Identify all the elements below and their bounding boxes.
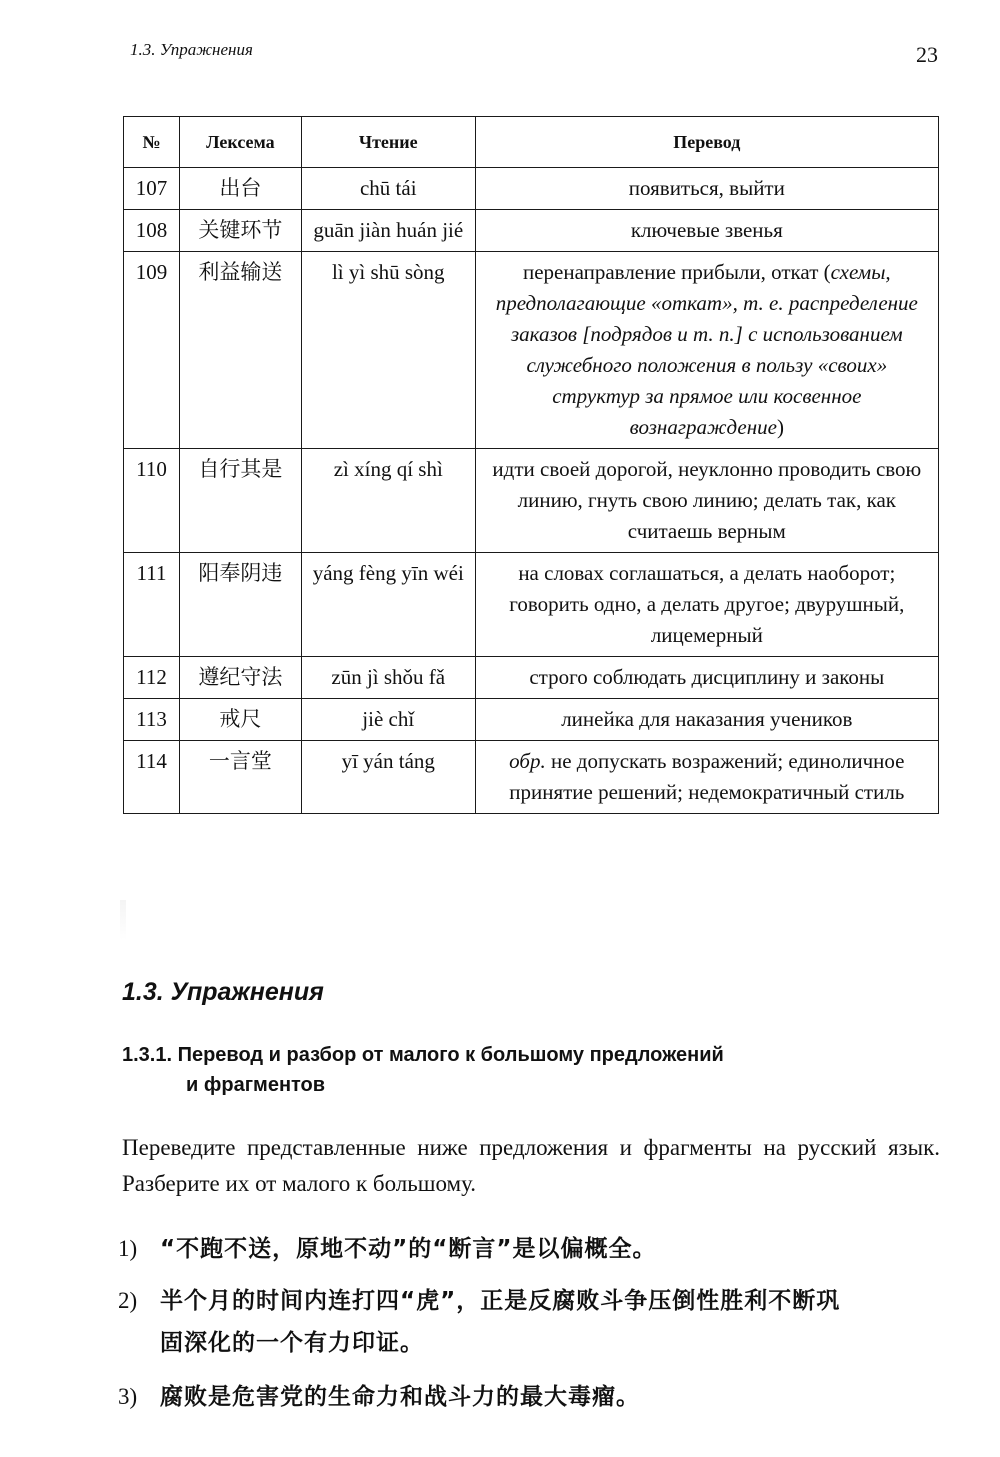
translation-italic: схемы, предполагающие «откат», т. е. распределение заказов [подрядов и т. п.] с использованием служебного положения в пользу «своих» структур за прямое или косвенное вознаграждение bbox=[495, 260, 918, 439]
row-num: 112 bbox=[124, 657, 180, 699]
table-header-row bbox=[124, 117, 939, 168]
header-translation: Перевод bbox=[475, 117, 938, 168]
row-reading: lì yì shū sòng bbox=[301, 252, 475, 449]
section-title: 1.3. Упражнения bbox=[122, 978, 324, 1006]
subsection-title-line1: 1.3.1. Перевод и разбор от малого к большому предложений bbox=[122, 1044, 724, 1066]
row-reading: guān jiàn huán jié bbox=[301, 210, 475, 252]
exercise-number: 2) bbox=[118, 1288, 138, 1313]
table-row bbox=[124, 699, 939, 741]
row-num: 110 bbox=[124, 449, 180, 553]
row-reading: zì xíng qí shì bbox=[301, 449, 475, 553]
exercise-text: 腐败是危害党的生命力和战斗力的最大毒瘤。 bbox=[160, 1384, 640, 1410]
table-row bbox=[124, 657, 939, 699]
row-reading: zūn jì shǒu fǎ bbox=[301, 657, 475, 699]
translation-end: ) bbox=[776, 415, 784, 439]
table-row bbox=[124, 449, 939, 553]
row-lexeme: 阳奉阴违 bbox=[179, 553, 301, 657]
row-translation: строго соблюдать дисциплину и законы bbox=[475, 657, 938, 699]
row-translation bbox=[475, 252, 938, 449]
row-translation bbox=[475, 741, 938, 814]
running-head: 1.3. Упражнения bbox=[130, 40, 253, 59]
row-lexeme: 关键环节 bbox=[179, 210, 301, 252]
row-num: 113 bbox=[124, 699, 180, 741]
row-lexeme: 自行其是 bbox=[179, 449, 301, 553]
row-reading: chū tái bbox=[301, 168, 475, 210]
row-num: 109 bbox=[124, 252, 180, 449]
row-translation: появиться, выйти bbox=[475, 168, 938, 210]
translation-prefix: обр. bbox=[509, 749, 546, 773]
row-num: 111 bbox=[124, 553, 180, 657]
table-row bbox=[124, 210, 939, 252]
subsection-title bbox=[122, 1040, 724, 1100]
exercise-item bbox=[118, 1280, 948, 1364]
translation-text: не допускать возражений; единоличное принятие решений; недемократичный стиль bbox=[509, 749, 905, 804]
lexeme-table bbox=[123, 116, 939, 814]
exercise-number: 3) bbox=[118, 1384, 138, 1409]
exercise-number: 1) bbox=[118, 1236, 138, 1261]
row-reading: yī yán táng bbox=[301, 741, 475, 814]
subsection-title-line2: и фрагментов bbox=[186, 1074, 326, 1096]
row-reading: yáng fèng yīn wéi bbox=[301, 553, 475, 657]
header-num: № bbox=[124, 117, 180, 168]
row-num: 114 bbox=[124, 741, 180, 814]
row-lexeme: 利益输送 bbox=[179, 252, 301, 449]
row-translation: идти своей дорогой, неуклонно проводить свою линию, гнуть свою линию; делать так, как считаешь верным bbox=[475, 449, 938, 553]
translation-plain: перенаправление прибыли, откат ( bbox=[522, 260, 831, 284]
table-row bbox=[124, 741, 939, 814]
exercise-item bbox=[118, 1228, 948, 1270]
intro-paragraph: Переведите представленные ниже предложения и фрагменты на русский язык. Разберите их от малого к большому. bbox=[122, 1135, 940, 1196]
row-lexeme: 戒尺 bbox=[179, 699, 301, 741]
exercise-item bbox=[118, 1376, 948, 1418]
row-translation: на словах соглашаться, а делать наоборот; говорить одно, а делать другое; двурушный, лицемерный bbox=[475, 553, 938, 657]
row-num: 107 bbox=[124, 168, 180, 210]
row-lexeme: 遵纪守法 bbox=[179, 657, 301, 699]
header-lexeme: Лексема bbox=[179, 117, 301, 168]
row-num: 108 bbox=[124, 210, 180, 252]
page-number: 23 bbox=[916, 42, 938, 67]
table-row bbox=[124, 553, 939, 657]
header-reading: Чтение bbox=[301, 117, 475, 168]
row-translation: ключевые звенья bbox=[475, 210, 938, 252]
row-lexeme: 一言堂 bbox=[179, 741, 301, 814]
exercise-text-line2: 固深化的一个有力印证。 bbox=[160, 1330, 424, 1356]
row-reading: jiè chǐ bbox=[301, 699, 475, 741]
row-translation: линейка для наказания учеников bbox=[475, 699, 938, 741]
table-row bbox=[124, 252, 939, 449]
row-lexeme: 出台 bbox=[179, 168, 301, 210]
scan-shadow bbox=[120, 900, 126, 940]
table-row bbox=[124, 168, 939, 210]
exercise-text: “不跑不送，原地不动”的“断言”是以偏概全。 bbox=[160, 1236, 657, 1262]
exercise-text-line1: 半个月的时间内连打四“虎”，正是反腐败斗争压倒性胜利不断巩 bbox=[160, 1288, 841, 1314]
